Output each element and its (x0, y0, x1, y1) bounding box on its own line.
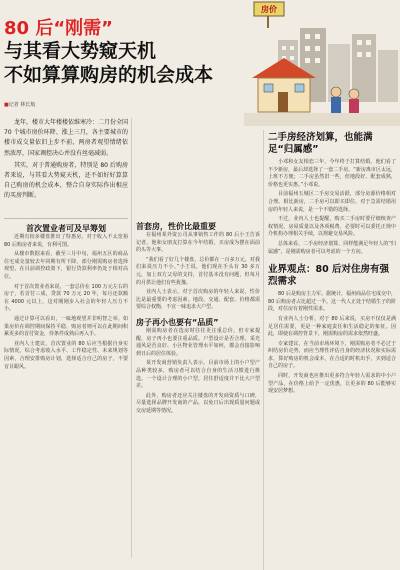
reporter-marker: ■ (4, 102, 9, 108)
section-divider (4, 218, 128, 219)
body-paragraph: 对于首次置业者来说，一套总价在 100 万元左右的房子，若首付三成，贷款 70 万元 20 年，每月还款额在 4000 元以上，这对刚刚步入社会的年轻人压力不小。 (4, 283, 128, 313)
body-paragraph: 小邓和女友相恋三年，今年终于打算结婚。他们看了不少新房，最后却选择了一套二手房。“新房离市区太远，上班不方便；二手房虽然旧一些，但地段好、配套成熟，价格也更实惠。”小邓说。 (268, 159, 396, 188)
body-paragraph: 80 后是购房主力军。据统计，福州商品住宅成交中，80 后购房者占比超过一半。这一代人正处于结婚生子的阶段，对住房有着刚性需求。 (268, 291, 396, 313)
section-heading: 业界观点：80 后对住房有强烈需求 (268, 264, 390, 288)
section-body (4, 234, 128, 371)
body-paragraph: 刚需购房者在选房时往往更注重总价，但专家提醒，房子再小也要注重品质。户型设计是否合理、采光通风是否良好、小区物业管理水平如何，都会直接影响到日后的居住体验。 (136, 327, 260, 357)
body-paragraph: 目前福州五城区二手房交易活跃，部分房源价格相对合理。相比新房，二手房可以即买即住，对于急需结婚用房的年轻人来说，是一个不错的选择。 (268, 191, 396, 213)
body-paragraph: 近期有较多楼盘推出了特惠房，对于收入不太宽裕 80 后购房者来说，有利可图。 (4, 234, 128, 248)
column-3 (268, 132, 396, 398)
intro-paragraph: 龙年，楼市大年楼楼依维寒冷：二月份全国 70 个城市房价环降、涨上三月，各主要城市的楼市成交量依旧上步不前，两房者观望情绪依然浓厚，国家调控决心并没有丝毫减弱。 (4, 119, 129, 157)
byline-text: 记者 林长航 (8, 102, 36, 108)
section-heading: 房子再小也要有“品质” (136, 317, 219, 327)
body-paragraph: 某开发商营销负责人表示，目前市场上的小户型产品种类较多，购房者可以结合自身的生活习惯进行挑选。一个设计合理的小户型，居住舒适度并不比大户型差。 (136, 360, 260, 390)
section-body (268, 291, 396, 396)
price-sign-text: 房价 (261, 5, 277, 14)
byline (4, 101, 35, 108)
body-paragraph: 专家建议，在当前市场环境下，刚需购房者不必过于纠结房价走势，而应当理性评估自身的经济状况和实际需求，算好购房的机会成本，在合适的时机出手，买到适合自己的房子。 (268, 340, 396, 370)
column-1 (4, 224, 128, 373)
column-rule (263, 130, 264, 570)
body-paragraph: 总体来看，二手房经济划算，同样能满足年轻人的“归属感”，是刚需购房者可以考虑的一个方向。 (268, 240, 396, 255)
column-2 (136, 222, 260, 417)
housing-cartoon-illustration (244, 0, 400, 126)
section-body (136, 232, 260, 312)
body-paragraph: 此外，购房者还应关注楼盘的开发商资质与口碑，尽量选择品牌开发商的产品，以免日后出现质量问题或交房延期等情况。 (136, 392, 260, 414)
headline-line-2: 不如算算购房的机会成本 (4, 64, 214, 86)
body-paragraph: 在福州某外资公司从事销售工作的 80 后小王告诉记者，他和女朋友打算在今年结婚，买房成为摆在面前的头等大事。 (136, 232, 260, 254)
intro-paragraph: 其实，对于普通购房者，特别是 80 后购房者来说，与其看大势窥天机，还不如好好算算自己购房的机会成本，整合自身实际作出相应的买房判断。 (4, 161, 128, 200)
section-heading: 首套房，性价比最重要 (136, 222, 216, 231)
body-paragraph: 通过计算可以看出，一味地观望并非明智之举。如果房价在调控期间保持平稳，购房者则可以在此期间积累更多的首付资金，待条件成熟后再入手。 (4, 315, 128, 338)
body-paragraph: 同时，开发商也应推出更多符合年轻人需求的中小户型产品，在价格上给予一定优惠，让更多的 80 后能够实现安居梦想。 (268, 373, 396, 395)
body-paragraph: “我们看了好几个楼盘，总价都在一百多万元，对我们来说压力不小。”小王说，他们现在手头有 30 多万元，加上双方父母的支持，首付基本没有问题，但每月的月供让他们有些犹豫。 (136, 256, 260, 286)
body-paragraph: 有业内人士分析，对于 80 后来说，买房不仅仅是满足居住需要，更是一种家庭责任和生活稳定的象征。因此，即使在调控背景下，刚需购房的需求依然旺盛。 (268, 315, 396, 338)
body-paragraph: 不过，业内人士也提醒，购买二手房时要仔细核查产权情况、房屋质量以及各项税费，必要时可以委托正规中介机构办理相关手续，以规避交易风险。 (268, 216, 396, 238)
headline-line-1: 与其看大势窥天机 (4, 40, 157, 62)
section-body (268, 159, 396, 256)
column-rule (131, 118, 132, 558)
section-heading: 二手房经济划算，也能满足“归属感” (268, 132, 373, 155)
kicker-label: 80 后“刚需” (4, 18, 113, 39)
section-body (136, 328, 260, 416)
body-paragraph: 业内人士表示，对于首次购房的年轻人来说，性价比是最重要的考虑因素。地段、交通、配套、价格都需要综合权衡，不宜一味追求大户型。 (136, 289, 260, 311)
intro-column (4, 118, 128, 204)
body-paragraph: 从楼市数据来看，截至三月中旬，福州五区的商品住宅成交量较去年同期有所下降，部分刚需购房者选择观望。在目前调控政策下，银行贷款利率仍处于相对高位。 (4, 251, 128, 280)
section-heading: 首次置业者可及早筹划 (26, 224, 106, 233)
intro-text (4, 118, 128, 202)
body-paragraph: 业内人士建议，首次置业的 80 后应当根据自身实际情况，综合考虑收入水平、工作稳定性、未来规划等因素，合理安排购房计划，选择适合自己的房子，不要盲目跟风。 (4, 340, 128, 370)
